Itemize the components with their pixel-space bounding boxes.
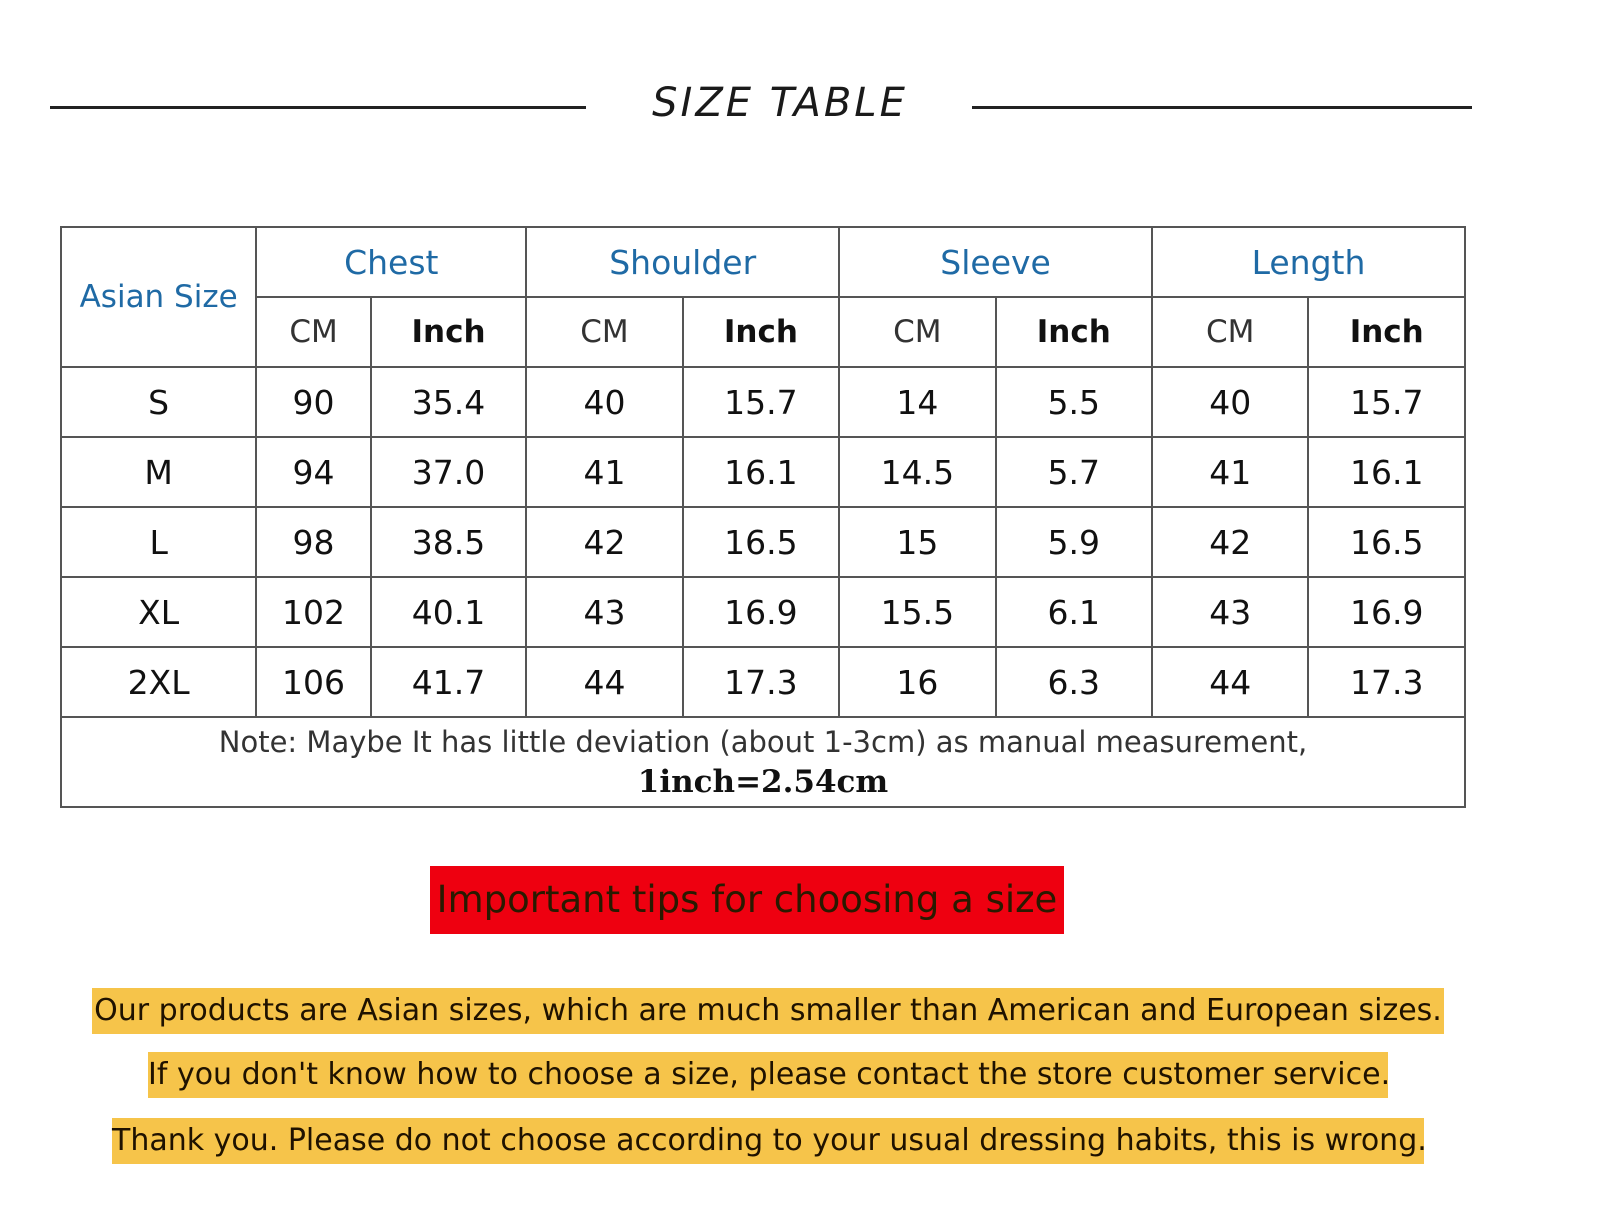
table-cell: 16.1: [1308, 437, 1465, 507]
table-cell: 5.7: [996, 437, 1152, 507]
unit-header-inch: Inch: [1308, 297, 1465, 367]
table-cell: 41.7: [371, 647, 526, 717]
note-text: Note: Maybe It has little deviation (about 1-3cm) as manual measurement,: [218, 725, 1308, 759]
table-cell: 17.3: [683, 647, 839, 717]
table-cell: 102: [256, 577, 371, 647]
table-row: [61, 437, 1465, 507]
table-cell: 14.5: [839, 437, 995, 507]
table-cell: 42: [1152, 507, 1308, 577]
unit-header-cm: CM: [256, 297, 371, 367]
table-cell: 43: [1152, 577, 1308, 647]
group-header-sleeve: Sleeve: [839, 227, 1152, 297]
note-row: [61, 717, 1465, 807]
group-header-chest: Chest: [256, 227, 526, 297]
unit-header-cm: CM: [839, 297, 995, 367]
table-cell: 35.4: [371, 367, 526, 437]
measurement-note: [61, 717, 1465, 807]
table-cell: 43: [526, 577, 682, 647]
table-cell: 15.7: [683, 367, 839, 437]
table-row: [61, 367, 1465, 437]
table-cell: 106: [256, 647, 371, 717]
table-cell: 41: [526, 437, 682, 507]
table-row: [61, 577, 1465, 647]
asian-size-header: Asian Size: [61, 227, 256, 367]
size-label: L: [61, 507, 256, 577]
size-table: [60, 226, 1466, 808]
title-rule-left: [50, 106, 586, 109]
table-cell: 5.9: [996, 507, 1152, 577]
table-cell: 90: [256, 367, 371, 437]
unit-header-cm: CM: [1152, 297, 1308, 367]
table-row: [61, 647, 1465, 717]
table-cell: 6.3: [996, 647, 1152, 717]
table-cell: 15: [839, 507, 995, 577]
table-cell: 5.5: [996, 367, 1152, 437]
table-row: [61, 507, 1465, 577]
table-cell: 37.0: [371, 437, 526, 507]
group-header-length: Length: [1152, 227, 1465, 297]
table-cell: 16: [839, 647, 995, 717]
unit-header-inch: Inch: [683, 297, 839, 367]
unit-header-row: [61, 297, 1465, 367]
table-cell: 16.5: [1308, 507, 1465, 577]
size-label: XL: [61, 577, 256, 647]
size-label: M: [61, 437, 256, 507]
table-cell: 14: [839, 367, 995, 437]
table-cell: 41: [1152, 437, 1308, 507]
size-label: S: [61, 367, 256, 437]
table-cell: 40.1: [371, 577, 526, 647]
inch-conversion-note: 1inch=2.54cm: [637, 764, 889, 800]
tips-heading: Important tips for choosing a size: [430, 866, 1064, 934]
group-header-shoulder: Shoulder: [526, 227, 839, 297]
table-cell: 44: [1152, 647, 1308, 717]
table-cell: 17.3: [1308, 647, 1465, 717]
table-cell: 44: [526, 647, 682, 717]
tip-line: Our products are Asian sizes, which are much smaller than American and European sizes.: [92, 988, 1444, 1034]
tip-line: Thank you. Please do not choose according to your usual dressing habits, this is wrong.: [112, 1118, 1424, 1164]
table-cell: 16.1: [683, 437, 839, 507]
tip-line: If you don't know how to choose a size, please contact the store customer service.: [148, 1052, 1388, 1098]
unit-header-inch: Inch: [371, 297, 526, 367]
group-header-row: [61, 227, 1465, 297]
page-title: SIZE TABLE: [652, 80, 908, 126]
table-cell: 16.9: [683, 577, 839, 647]
table-cell: 40: [1152, 367, 1308, 437]
table-cell: 16.9: [1308, 577, 1465, 647]
size-label: 2XL: [61, 647, 256, 717]
table-cell: 6.1: [996, 577, 1152, 647]
table-cell: 38.5: [371, 507, 526, 577]
unit-header-inch: Inch: [996, 297, 1152, 367]
table-cell: 15.7: [1308, 367, 1465, 437]
table-cell: 16.5: [683, 507, 839, 577]
title-row: [0, 70, 1600, 140]
table-cell: 42: [526, 507, 682, 577]
unit-header-cm: CM: [526, 297, 682, 367]
table-cell: 40: [526, 367, 682, 437]
title-rule-right: [972, 106, 1472, 109]
table-cell: 15.5: [839, 577, 995, 647]
table-cell: 94: [256, 437, 371, 507]
table-cell: 98: [256, 507, 371, 577]
